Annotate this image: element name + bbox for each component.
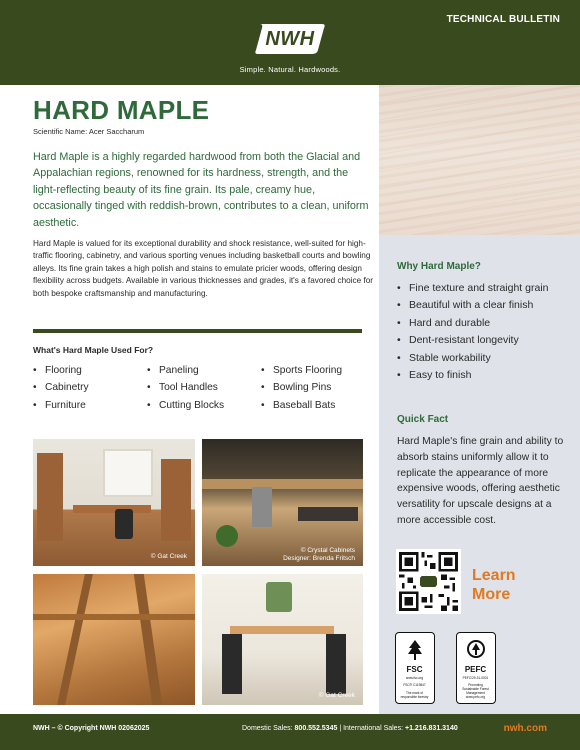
use-item-label: Tool Handles (159, 382, 218, 394)
use-item (261, 379, 342, 396)
page-title: HARD MAPLE (33, 95, 210, 125)
photo-credit (283, 547, 355, 563)
photo-credit-line2: Designer: Brenda Fritsch (283, 555, 355, 562)
learn-more-line2: More (472, 586, 511, 603)
photo-maple-floor (33, 574, 195, 705)
learn-more-link[interactable] (472, 566, 516, 604)
use-item-label: Cutting Blocks (159, 399, 225, 411)
dining-table (230, 626, 334, 634)
fsc-website: www.fsc.org (405, 676, 424, 680)
photo-credit: © Gat Creek (318, 692, 355, 699)
bullet-icon: • (147, 365, 151, 376)
desk-top (73, 505, 151, 513)
use-item-label: Paneling (159, 365, 199, 376)
logo[interactable] (0, 22, 580, 61)
why-title: Why Hard Maple? (397, 261, 481, 272)
dining-chair-left (222, 634, 242, 694)
bullet-icon: • (33, 382, 37, 394)
chair-leg (134, 574, 162, 705)
bullet-icon: • (261, 399, 265, 411)
use-item-label: Bowling Pins (273, 382, 332, 394)
maple-wood-swatch (379, 85, 580, 235)
tagline: Simple. Natural. Hardwoods. (239, 65, 341, 74)
why-item (397, 332, 549, 349)
photo-kitchen (202, 439, 363, 566)
footer-copyright: NWH – © Copyright NWH 02062025 (33, 725, 150, 732)
bulletin-label: TECHNICAL BULLETIN (446, 14, 560, 25)
dining-chair-right (326, 634, 346, 694)
pefc-code: PEFC/29-31-0001 (462, 676, 489, 680)
uses-column-1 (33, 362, 89, 414)
body-paragraph: Hard Maple is valued for its exceptional durability and shock resistance, well-suited for high-traffic flooring, cabinetry, and various sporting venues including basketball courts and bowling alleys. Its fine grain takes a high polish and stains to emulate pricier woods, offering design flexibility across budgets. Available in various thicknesses and grades, it's a favored choice for both bespoke craftsmanship and manufacturing. (33, 239, 374, 298)
bookshelf-left (37, 453, 63, 541)
cabinet-row (202, 479, 363, 489)
learn-more-line1: Learn (472, 567, 516, 584)
bullet-icon: • (33, 399, 37, 411)
why-item (397, 315, 549, 332)
why-item-label: Beautiful with a clear finish (409, 299, 534, 312)
fsc-certification-badge (395, 632, 435, 704)
wall-art (266, 582, 292, 612)
section-divider (33, 329, 362, 333)
pefc-website: www.pefc.org (465, 695, 486, 699)
nwh-logo-badge (252, 22, 328, 56)
photo-credit: © Gat Creek (150, 553, 187, 560)
pefc-certification-badge (456, 632, 496, 704)
pefc-caption: Promoting Sustainable Forest Management (462, 683, 489, 695)
bullet-icon: • (397, 351, 401, 364)
bullet-icon: • (397, 282, 401, 294)
photo-credit-line1: © Crystal Cabinets (300, 547, 355, 554)
use-item-label: Sports Flooring (273, 365, 343, 376)
why-item-label: Stable workability (409, 351, 491, 364)
quick-fact-body: Hard Maple's fine grain and ability to absorb stains uniformly allow it to replicate the appearance of more expensive woods, offering aesthetic versatility for upscale designs at a more accessible cost. (397, 436, 564, 526)
footer-bar (0, 714, 580, 750)
use-item (261, 362, 342, 379)
photo-dining-set (202, 574, 363, 705)
bullet-icon: • (397, 368, 401, 381)
footer-website-link[interactable]: nwh.com (503, 723, 547, 734)
why-item-label: Hard and durable (409, 316, 491, 329)
bullet-icon: • (147, 399, 151, 411)
bullet-icon: • (33, 365, 37, 376)
photo-home-office (33, 439, 195, 566)
uses-column-2 (147, 362, 224, 414)
use-item (147, 362, 224, 379)
why-item-label: Easy to finish (409, 368, 472, 381)
oven-shape (252, 487, 272, 527)
fsc-caption: The mark of responsible forestry (400, 691, 429, 699)
quick-fact-title: Quick Fact (397, 414, 449, 425)
lead-paragraph: Hard Maple is a highly regarded hardwood from both the Glacial and Appalachian regions, renowned for its hardness, strength, and the light-reflecting beauty of its fine grain. Its pale, creamy hue, occasionally tinged with reddish-brown, contributes to a clean, uniform aesthetic. (33, 151, 369, 229)
why-item (397, 367, 549, 384)
bullet-icon: • (397, 334, 401, 347)
fsc-code: FSC® C119847 (403, 683, 426, 687)
use-item (33, 379, 89, 396)
qr-code-icon (399, 552, 458, 611)
why-item-label: Dent-resistant longevity (409, 334, 519, 347)
use-item (147, 379, 224, 396)
use-item-label: Cabinetry (45, 382, 89, 394)
bullet-icon: • (147, 382, 151, 394)
why-item-label: Fine texture and straight grain (409, 282, 549, 294)
use-item (261, 397, 342, 414)
domestic-sales-label: Domestic Sales: (242, 725, 293, 732)
scientific-name: Scientific Name: Acer Saccharum (33, 127, 145, 136)
use-item (33, 397, 89, 414)
intl-sales-label: International Sales: (343, 725, 404, 732)
sales-separator: | (339, 725, 342, 732)
pefc-mark: PEFC (464, 665, 487, 674)
domestic-sales-phone: 800.552.5345 (294, 725, 338, 732)
uses-title: What's Hard Maple Used For? (33, 345, 154, 355)
qr-code[interactable] (396, 549, 461, 614)
bullet-icon: • (397, 299, 401, 312)
chair-rail (33, 614, 195, 620)
use-item (147, 397, 224, 414)
logo-text: NWH (265, 28, 315, 50)
plant-shape (216, 525, 238, 547)
pefc-tree-icon (467, 639, 485, 661)
use-item (33, 362, 89, 379)
fsc-tree-icon (406, 639, 424, 661)
footer-sales-info (242, 725, 458, 732)
use-item-label: Flooring (45, 365, 82, 376)
intl-sales-phone: +1.216.831.3140 (404, 725, 458, 732)
fsc-mark: FSC (406, 665, 423, 674)
island-counter (298, 507, 358, 521)
bullet-icon: • (261, 365, 265, 376)
why-item (397, 280, 549, 297)
office-chair (115, 509, 133, 539)
why-list (397, 280, 549, 384)
use-item-label: Furniture (45, 399, 86, 411)
use-item-label: Baseball Bats (273, 399, 336, 411)
bullet-icon: • (397, 316, 401, 329)
window-shape (103, 449, 153, 497)
bookshelf-right (161, 459, 191, 541)
why-item (397, 350, 549, 367)
bullet-icon: • (261, 382, 265, 394)
uses-column-3 (261, 362, 342, 414)
chair-leg (57, 574, 93, 705)
why-item (397, 297, 549, 314)
